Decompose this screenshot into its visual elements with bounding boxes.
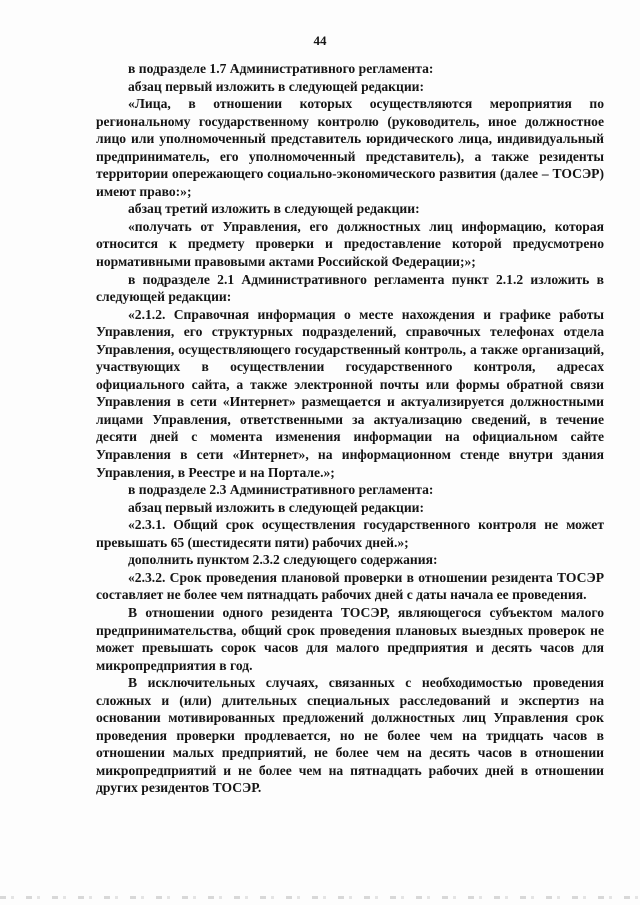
page-number: 44 <box>313 33 327 48</box>
paragraph-1: в подразделе 1.7 Административного регламента: <box>128 61 434 76</box>
paragraph-4: абзац третий изложить в следующей редакции: <box>128 201 420 217</box>
paragraph-9: абзац первый изложить в следующей редакции: <box>128 499 425 515</box>
paragraph-12: «2.3.2. Срок проведения плановой проверки в отношении резидента ТОСЭР составляет не более чем пятнадцать рабочих дней с даты начала ее проведения. <box>96 569 604 603</box>
paragraph-14: В исключительных случаях, связанных с необходимостью проведения сложных и (или) длительных специальных расследований и экспертиз на основании мотивированных предложений должностных лиц Управления срок проведения проверки продлевается, но не более чем на тридцать часов в отношении малых предприятий, не более чем на десять часов в отношении микропредприятий и не более чем на пятнадцать рабочих дней в отношении других резидентов ТОСЭР. <box>96 675 604 796</box>
paragraph-10: «2.3.1. Общий срок осуществления государственного контроля не может превышать 65 (шестидесяти пяти) рабочих дней.»; <box>96 517 604 550</box>
paragraph-7: «2.1.2. Справочная информация о месте нахождения и графике работы Управления, его структурных подразделений, справочных телефонах отдела Управления, осуществляющего государственный контроль, а также организаций, участвующих в осуществлении государственного контроля, адресах официального сайта, а также электронной почты или формы обратной связи Управления в сети «Интернет» размещается и актуализируется должностными лицами Управления, ответственными за актуализацию сведений, в течение десяти дней с момента изменения информации на официальном сайте Управления в сети «Интернет», на информационном стенде внутри здания Управления, в Реестре и на Портале.»; <box>96 306 604 480</box>
paragraph-3: «Лица, в отношении которых осуществляются мероприятия по региональному государственному контролю (руководитель, иное должностное лицо или уполномоченный представитель юридического лица, индивидуальный предприниматель, его уполномоченный представитель), а также резиденты территории опережающего социально-экономического развития (далее – ТОСЭР) имеют право:»; <box>96 96 604 199</box>
document-body <box>96 60 604 797</box>
scan-edge-artifact <box>0 896 640 899</box>
paragraph-5: «получать от Управления, его должностных лиц информацию, которая относится к предмету проверки и предоставление которой предусмотрено нормативными правовыми актами Российской Федерации;»; <box>96 218 604 270</box>
paragraph-6: в подразделе 2.1 Административного регламента пункт 2.1.2 изложить в следующей редакции: <box>96 271 604 305</box>
paragraph-8: в подразделе 2.3 Административного регламента: <box>128 482 434 498</box>
paragraph-11: дополнить пунктом 2.3.2 следующего содержания: <box>128 552 438 568</box>
paragraph-2: абзац первый изложить в следующей редакции: <box>128 78 425 94</box>
paragraph-13: В отношении одного резидента ТОСЭР, являющегося субъектом малого предпринимательства, общий срок проведения плановых выездных проверок не может превышать сорок часов для малого предприятия и десять часов для микропредприятия в год. <box>96 604 604 673</box>
